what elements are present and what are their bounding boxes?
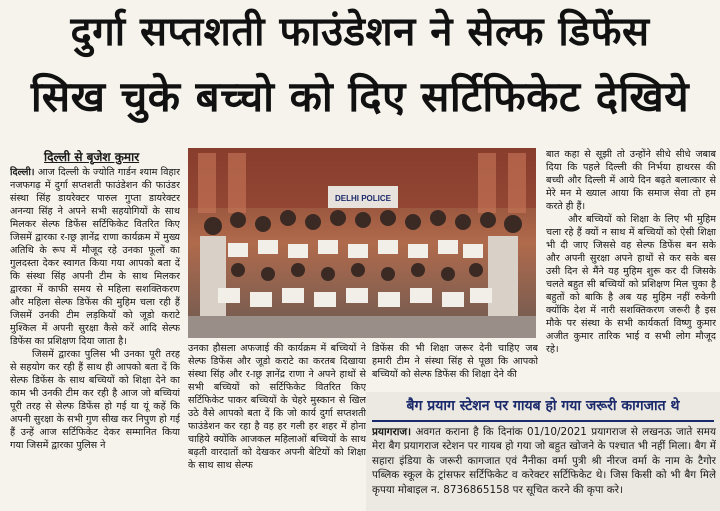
article-column-3: डिफेंस की भी शिक्षा जरूर देनी चाहिए जब हमारी टीम ने संस्था सिंह से पूछा कि आपको बच्चियों को सेल्फ डिफेंस की शिक्षा देने की: [372, 343, 538, 380]
box-text: [372, 425, 716, 509]
article-paragraph: और बच्चियों को शिक्षा के लिए भी मुहिम चला रहे हैं क्यों न साथ में बच्चियों को ऐसी शिक्षा भी दी जाए जिससे वह सेल्फ डिफेंस बन सके और अपनी सुरक्षा अपने हाथों से कर सके बस उसी दिन से मैंने यह मुहिम शुरू कर दी जिसके चलते बहुत सी बच्चियों को प्रशिक्षण मिल चुका है बहुतों को बाकि है अब यह मुहिम नहीं रुकेगी क्योंकि देश में नारी सशक्तिकरण जरूरी है इस मौके पर संस्था के सभी कार्यकर्ता विष्णु कुमार अजीत कुमार तारिक भाई व सभी लोग मौजूद रहे।: [546, 214, 716, 355]
article-paragraph: [10, 166, 180, 348]
article-paragraph: बात कहा से सूझी तो उन्होंने सीधे सीधे जबाब दिया कि पहले दिल्ली की निर्भया हाथरस की बच्ची और दिल्ली में आये दिन बढ़ते बलात्कार से मेरे मन मे ख्याल आया कि समाज सेवा तो हम करते ही हैं।: [546, 149, 716, 212]
dateline: दिल्ली।: [10, 167, 35, 178]
banner-text: DELHI POLICE: [334, 194, 392, 203]
article-paragraph: जिसमें द्वारका पुलिस भी उनका पूरी तरह से सहयोग कर रही हैं साथ ही आपको बता दें कि सेल्फ डिफेंस के साथ बच्चियों को शिक्षा देने का काम भी उनकी टीम कर रही है आज जो बच्चियां पूरी तरह से सेल्फ डिफेंस हो गई या यूं कहें कि अपनी सुरक्षा के सभी गुण सीख कर निपुण हो गई हैं उन्हें आज सर्टिफिकेट देकर सम्मानित किया गया जिसमें द्वारका पुलिस ने: [10, 349, 180, 451]
article-column-2: उनका हौसला अफजाई की कार्यक्रम में बच्चियों ने सेल्फ डिफेंस और जूडो कराटे का करतब दिखाया संस्था सिंह और र-ाछ्र ज्ञानेंद्र राणा ने अपने हाथों से सभी बच्चियों को सर्टिफिकेट वितरित किए सर्टिफिकेट पाकर बच्चियों के चेहरे मुस्कान से खिल उठे वैसे आपको बता दें कि जो कार्य दुर्गा सप्तशती फाउंडेशन कर रहा है वह हर गली हर शहर में होना चाहिये क्योंकि आजकल महिलाओं बच्चियों के साथ बढ़ती वारदातों को देखकर अपनी बेटियों को शिक्षा के साथ साथ सेल्फ: [188, 343, 366, 471]
article-column-1: [10, 166, 180, 511]
group-photo-image: [188, 148, 536, 338]
article-text: आज दिल्ली के ज्योति गार्डन श्याम विहार नजफगढ़ में दुर्गा सप्तशती फाउंडेशन की फाउंडर संस्था सिंह डायरेक्टर पारुल गुप्ता डायरेक्टर अनन्या सिंह ने अपने सभी सहयोगियों के साथ मिलकर सेल्फ डिफेंस सर्टिफिकेट वितरित किए जिसमें द्वारका र-ाछ्र ज्ञानेंद्र राणा कार्यक्रम में मुख्य अतिथि के रूप में मौजूद रहे उनका फूलों का गुलदस्ता देकर स्वागत किया गया आपको बता दें कि संस्था सिंह अपनी टीम के साथ मिलकर द्वारका में काफी समय से महिला सशक्तिकरण और महिला सेल्फ डिफेंस की मुहिम चला रही हैं जिसमें उनकी टीम लड़कियों को जूडो कराटे मुश्किल में अपनी सुरक्षा कैसे करें आदि सेल्फ डिफेंस का प्रशिक्षण दिया जाता है।: [10, 167, 180, 347]
box-divider: [372, 420, 714, 422]
box-headline: बैग प्रयाग स्टेशन पर गायब हो गया जरूरी कागजात थे: [406, 398, 680, 414]
byline: दिल्ली से बृजेश कुमार: [44, 150, 140, 164]
article-column-4: [546, 148, 716, 391]
news-box: [366, 392, 720, 511]
event-photo: [188, 148, 536, 338]
headline-line-2: सिख चुके बच्चो को दिए सर्टिफिकेट देखिये: [30, 72, 690, 121]
box-body-text: अवगत कराना है कि दिनांक 01/10/2021 प्रयागराज से लखनऊ जाते समय मेरा बैग प्रयागराज स्टेशन पर गायब हो गया जो बहुत खोजने के पश्चात भी नहीं मिला। बैग में सहारा इंडिया के जरूरी कागजात एवं नैनीका वर्मा पुत्री श्री नीरज वर्मा के नाम के टैगोर पब्लिक स्कूल के ट्रांसफर सर्टिफिकेट व करेक्टर सर्टिफिकेट थे। जिस किसी को भी बैग मिले कृपया मोबाइल न. 8736865158 पर सूचित करने की कृपा करे।: [372, 426, 716, 496]
box-dateline: प्रयागराज।: [372, 426, 412, 438]
headline-line-1: दुर्गा सप्तशती फाउंडेशन ने सेल्फ डिफेंस: [70, 9, 650, 55]
